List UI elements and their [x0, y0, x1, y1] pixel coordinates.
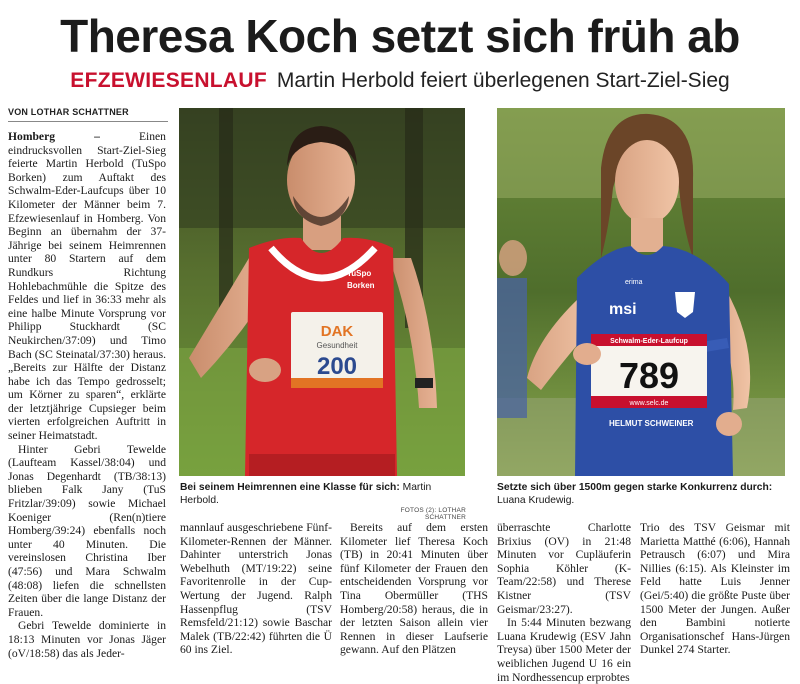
- shirt-sponsor: msi: [609, 301, 637, 318]
- runner-photo-left: [179, 108, 465, 476]
- article-column-5: [640, 521, 790, 657]
- bib-sponsor: DAK: [320, 323, 354, 340]
- photo-luana-krudewig: [497, 108, 785, 476]
- article-column-2: [180, 521, 332, 657]
- runner-photo-right: [497, 108, 785, 476]
- caption-bold: Bei seinem Heimrennen eine Klasse für sich:: [180, 482, 400, 493]
- bib-number: 200: [316, 353, 358, 380]
- photo-caption-left: [180, 481, 466, 507]
- paragraph: Gebri Tewelde dominierte in 18:13 Minuten vor Jonas Jäger (oV/18:58) das als Jeder-: [8, 619, 166, 660]
- subheadline: [0, 66, 800, 96]
- article-column-1: [8, 130, 166, 660]
- bib-number: 789: [618, 355, 680, 396]
- shirt-club-text: Borken: [347, 281, 375, 290]
- paragraph: Hinter Gebri Tewelde (Laufteam Kassel/38:04) und Jonas Degenhardt (TB/38:13) blieben Falk Jany (TuS Fritzlar/39:09) sowie Michael Koeniger (Ren(n)tiere Homberg/39:24) ebenfalls noch unter 40 Minuten. Die vereinslosen Christina Iber (47:56) und Mara Schwalm (48:08) liefen die schnellsten Zeiten über die lange Distanz der Frauen.: [8, 442, 166, 619]
- subheadline-text: Martin Herbold feiert überlegenen Start-Ziel-Sieg: [276, 69, 730, 92]
- paragraph: Trio des TSV Geismar mit Marietta Matthé (6:06), Hannah Petrausch (6:07) und Mira Nillies (6:15). Als Kleinster im Feld hatte Luis Jenner (Gei/5:40) die größte Puste über 1500 Meter der Jungen. Außer den Bambini notierte Organisationschef Hans-Jürgen Dunkel 274 Starter.: [640, 521, 790, 657]
- caption-text: Martin Herbold.: [180, 482, 432, 506]
- shirt-club-text: TuSpo: [347, 269, 372, 278]
- paragraph: Bereits auf dem ersten Kilometer lief Theresa Koch (TB) in 20:41 Minuten über fünf Kilometer der Frauen den entscheidenden Vorsprung vor Tina Obermüller (THS Homberg/20:58) heraus, die in der letzten Saison allein vier Rennen in dieser Laufserie gewann. Auf den Plätzen: [340, 521, 488, 657]
- paragraph: [8, 130, 166, 443]
- paragraph: mannlauf ausgeschriebene Fünf-Kilometer-Rennen der Männer. Dahinter unterstrich Jonas Webelhuth (MT/19:22) seine Favoritenrolle in der Cup-Wertung der Jugend. Ralph Hassenpflug (TSV Remsfeld/21:12) sowie Baschar Malek (TB/22:42) führten die Ü 60 ins Ziel.: [180, 521, 332, 657]
- paragraph: In 5:44 Minuten bezwang Luana Krudewig (ESV Jahn Treysa) über 1500 Meter der weiblichen Jugend U 16 ein im Nordhessencup erprobtes: [497, 616, 631, 684]
- dateline: Homberg –: [8, 130, 100, 143]
- bib-url: www.selc.de: [629, 400, 669, 407]
- shirt-brand: erima: [625, 279, 643, 286]
- photo-martin-herbold: [179, 108, 465, 476]
- caption-bold: Setzte sich über 1500m gegen starke Konkurrenz durch:: [497, 482, 773, 493]
- caption-text: Luana Krudewig.: [497, 495, 575, 506]
- article-column-4: [497, 521, 631, 684]
- paragraph: überraschte Charlotte Brixius (OV) in 21:48 Minuten vor Cupläuferin Sophia Köhler (K-Team/22:58) und Therese Kistner (TSV Geismar/23:27).: [497, 521, 631, 616]
- kicker: EFZEWIESENLAUF: [70, 69, 267, 92]
- photo-caption-right: [497, 481, 787, 507]
- byline: VON LOTHAR SCHATTNER: [8, 107, 168, 122]
- paragraph-text: Einen eindrucksvollen Start-Ziel-Sieg feierte Martin Herbold (TuSpo Borken) zum Auftakt des Schwalm-Eder-Laufcups über 10 Kilometer der Männer beim 7. Efzewiesenlauf in Homberg. Von Beginn an übernahm der 37-Jährige bei seinem Heimrennen unter 80 Startern auf dem Rundkurs Richtung Hohlebachmühle die Spitze des Feldes und lief in 36:33 mehr als eine halbe Minute Vorsprung vor Philipp Stuckhardt (SC Neukirchen/37:09) und Timo Bach (SC Steinatal/37:30) heraus. „Bereits zur Hälfte der Distanz habe ich das Tempo gedrosselt; um Körner zu sparen“, erklärte der letztjährige Cupsieger beim vierten erfolgreichen Auftritt in seiner Heimatstadt.: [8, 130, 166, 443]
- headline: Theresa Koch setzt sich früh ab: [60, 10, 740, 62]
- shirt-name: HELMUT SCHWEINER: [609, 419, 694, 428]
- photo-credit: FOTOS (2): LOTHAR SCHATTNER: [400, 507, 466, 521]
- bib-title: Schwalm-Eder-Laufcup: [610, 338, 688, 345]
- article-column-3: [340, 521, 488, 657]
- bib-sponsor-sub: Gesundheit: [316, 341, 358, 350]
